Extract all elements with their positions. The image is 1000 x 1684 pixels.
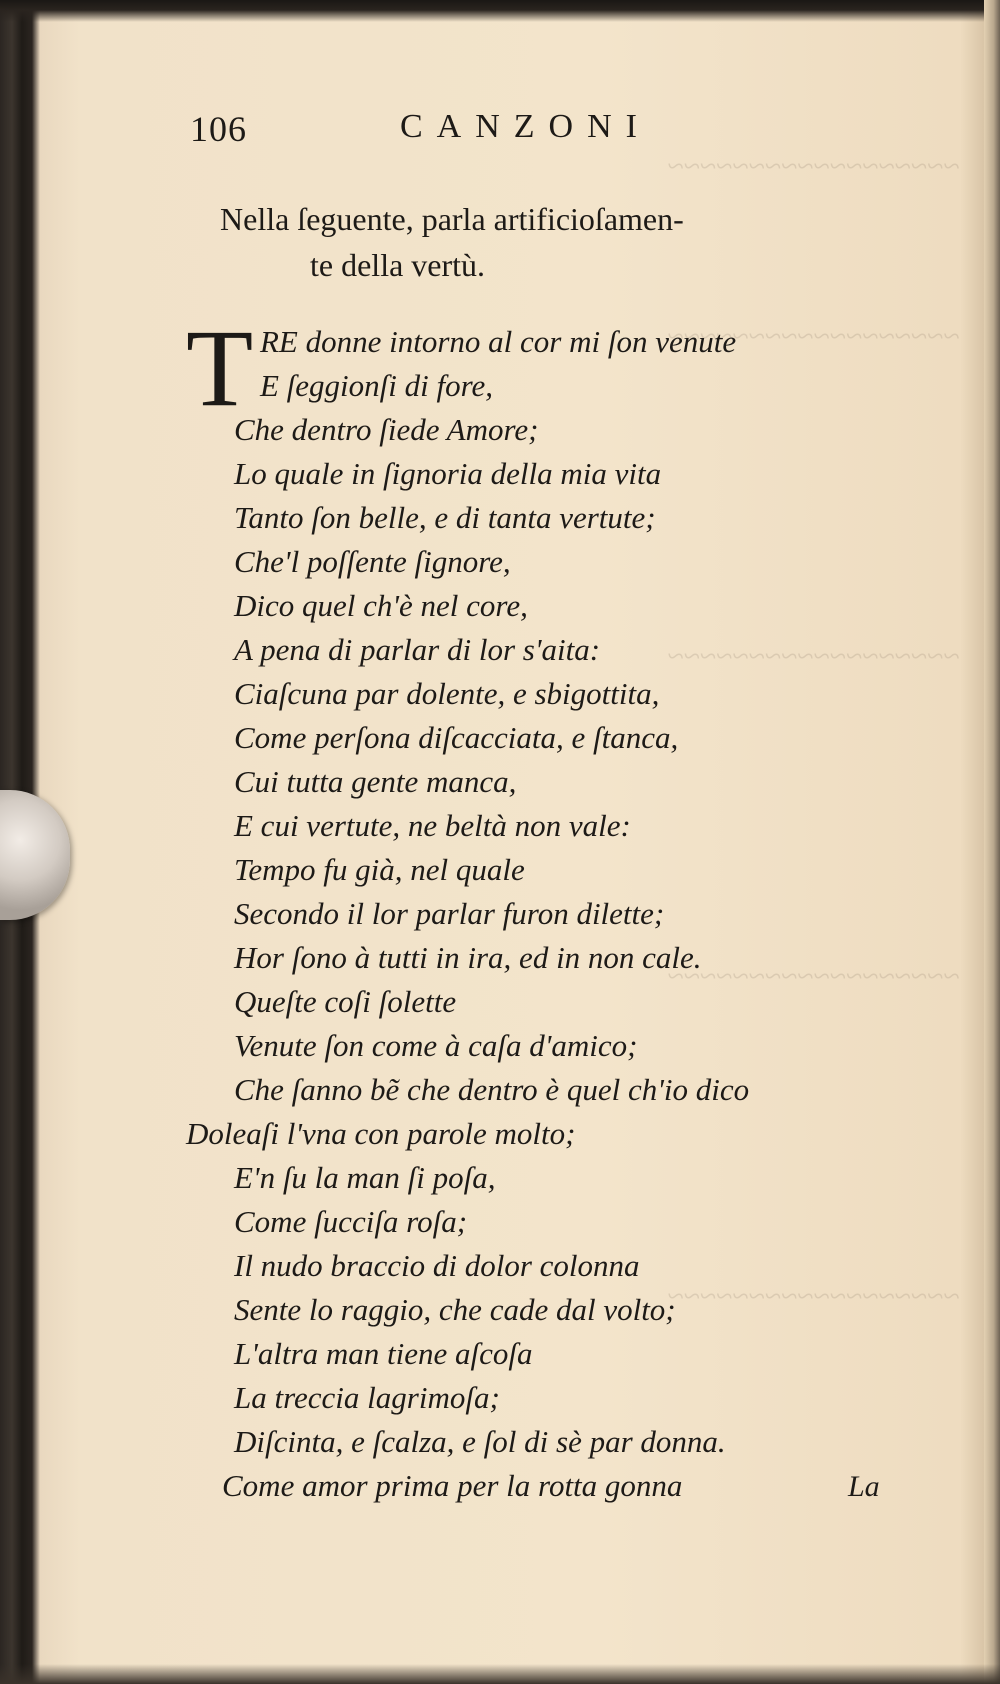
verse-line: Il nudo braccio di dolor colonna [234, 1248, 640, 1283]
verse-line: Come perſona diſcacciata, e ſtanca, [234, 720, 679, 755]
drop-cap: T [186, 307, 254, 429]
verse-line: A pena di parlar di lor s'aita: [234, 632, 601, 667]
verse-line: RE donne intorno al cor mi ſon venute [260, 324, 737, 359]
bleed-through: ~~~~~~~~~~~~~~~~~~ [667, 150, 960, 183]
intro-line-2: te della vertù. [310, 247, 486, 283]
verse-line: E'n ſu la man ſi poſa, [234, 1160, 496, 1195]
bleed-through: ~~~~~~~~~~~~~~~~~~ [667, 960, 960, 993]
verse-line: Come amor prima per la rotta gonna [222, 1468, 683, 1503]
verse-line: Come ſucciſa roſa; [234, 1204, 468, 1239]
page-clip [0, 790, 70, 920]
verse-line: Ciaſcuna par dolente, e sbigottita, [234, 676, 660, 711]
intro-line-1: Nella ſeguente, parla artificioſamen- [220, 201, 684, 237]
verse-line: Dico quel ch'è nel core, [234, 588, 528, 623]
verse-line: Queſte coſi ſolette [234, 984, 457, 1019]
verse-line: Diſcinta, e ſcalza, e ſol di sè par donna. [234, 1424, 726, 1459]
verse-line: Doleaſi l'vna con parole molto; [186, 1116, 576, 1151]
verse-line: Secondo il lor parlar furon dilette; [234, 896, 665, 931]
verse-line: Che dentro ſiede Amore; [234, 412, 539, 447]
page-edge [984, 0, 1000, 1684]
running-head: CANZONI [400, 108, 651, 145]
bleed-through: ~~~~~~~~~~~~~~~~~~ [667, 1280, 960, 1313]
page-header [190, 108, 710, 158]
verse-line: Hor ſono à tutti in ira, ed in non cale. [234, 940, 702, 975]
verse-line: Che'l poſſente ſignore, [234, 544, 511, 579]
verse-line: Venute ſon come à caſa d'amico; [234, 1028, 638, 1063]
bleed-through: ~~~~~~~~~~~~~~~~~~ [667, 640, 960, 673]
bottom-shadow [0, 1664, 1000, 1684]
verse-line: Cui tutta gente manca, [234, 764, 517, 799]
bleed-through: ~~~~~~~~~~~~~~~~~~ [667, 320, 960, 353]
verse-line: Tempo fu già, nel quale [234, 852, 525, 887]
top-shadow [0, 0, 1000, 22]
verse-line: Lo quale in ſignoria della mia vita [234, 456, 662, 491]
verse-line: La treccia lagrimoſa; [234, 1380, 500, 1415]
verse-line: Sente lo raggio, che cade dal volto; [234, 1292, 676, 1327]
verse-line: Tanto ſon belle, e di tanta vertute; [234, 500, 656, 535]
verse-line: Che ſanno bẽ che dentro è quel ch'io dico [234, 1072, 750, 1107]
verse-line: E cui vertute, ne beltà non vale: [234, 808, 631, 843]
verse-line: L'altra man tiene aſcoſa [234, 1336, 533, 1371]
page-number: 106 [190, 109, 247, 149]
verse-line: E ſeggionſi di fore, [260, 368, 494, 403]
catchword: La [848, 1470, 880, 1503]
poem-introduction [220, 196, 840, 288]
